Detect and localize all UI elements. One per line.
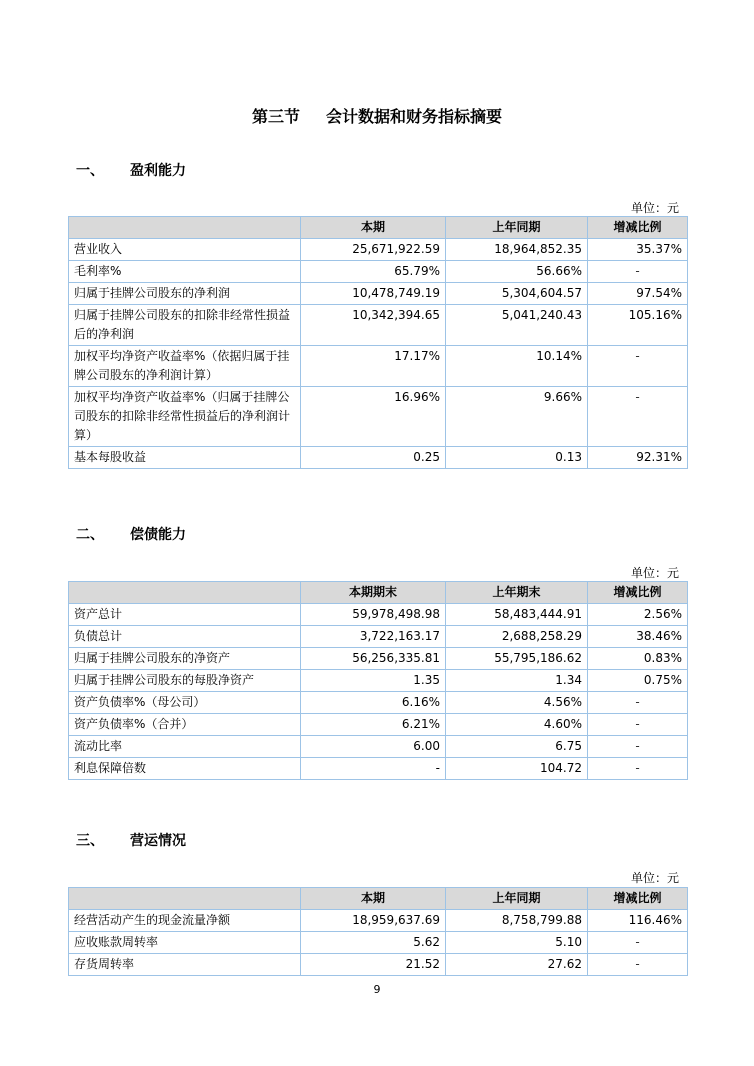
table-row <box>69 261 688 283</box>
header-cell: 本期期末 <box>301 582 446 604</box>
section-heading-operations: 三、 营运情况 <box>76 833 186 849</box>
header-cell: 本期 <box>301 888 446 910</box>
change-ratio: 105.16% <box>588 305 688 346</box>
header-cell <box>69 888 301 910</box>
change-ratio: 92.31% <box>588 447 688 469</box>
current-value: 0.25 <box>301 447 446 469</box>
change-ratio: 0.75% <box>588 670 688 692</box>
change-ratio: - <box>588 758 688 780</box>
change-ratio: - <box>588 736 688 758</box>
current-value: 6.16% <box>301 692 446 714</box>
row-label: 归属于挂牌公司股东的净资产 <box>69 648 301 670</box>
prior-value: 4.56% <box>446 692 588 714</box>
table-row <box>69 758 688 780</box>
header-cell: 上年同期 <box>446 888 588 910</box>
prior-value: 104.72 <box>446 758 588 780</box>
page-title <box>0 104 754 127</box>
current-value: 10,342,394.65 <box>301 305 446 346</box>
row-label: 基本每股收益 <box>69 447 301 469</box>
section-heading-profitability: 一、 盈利能力 <box>76 163 186 179</box>
table-row <box>69 714 688 736</box>
row-label: 经营活动产生的现金流量净额 <box>69 910 301 932</box>
prior-value: 5.10 <box>446 932 588 954</box>
current-value: 1.35 <box>301 670 446 692</box>
current-value: - <box>301 758 446 780</box>
prior-value: 5,041,240.43 <box>446 305 588 346</box>
table-row <box>69 305 688 346</box>
change-ratio: - <box>588 346 688 387</box>
prior-value: 27.62 <box>446 954 588 976</box>
change-ratio: - <box>588 261 688 283</box>
current-value: 5.62 <box>301 932 446 954</box>
header-cell: 上年同期 <box>446 217 588 239</box>
change-ratio: - <box>588 954 688 976</box>
change-ratio: - <box>588 692 688 714</box>
row-label: 归属于挂牌公司股东的扣除非经常性损益后的净利润 <box>69 305 301 346</box>
table-row <box>69 670 688 692</box>
prior-value: 4.60% <box>446 714 588 736</box>
header-cell: 本期 <box>301 217 446 239</box>
current-value: 3,722,163.17 <box>301 626 446 648</box>
row-label: 资产负债率%（母公司） <box>69 692 301 714</box>
table-row <box>69 346 688 387</box>
profitability-table <box>68 216 688 469</box>
table-row <box>69 932 688 954</box>
row-label: 存货周转率 <box>69 954 301 976</box>
prior-value: 9.66% <box>446 387 588 447</box>
header-cell: 增减比例 <box>588 217 688 239</box>
prior-value: 58,483,444.91 <box>446 604 588 626</box>
table-row <box>69 648 688 670</box>
prior-value: 8,758,799.88 <box>446 910 588 932</box>
prior-value: 6.75 <box>446 736 588 758</box>
section-title: 会计数据和财务指标摘要 <box>326 107 503 126</box>
table-row <box>69 692 688 714</box>
prior-value: 5,304,604.57 <box>446 283 588 305</box>
prior-value: 2,688,258.29 <box>446 626 588 648</box>
table-row <box>69 626 688 648</box>
row-label: 资产负债率%（合并） <box>69 714 301 736</box>
page-number: 9 <box>373 983 381 996</box>
table-row <box>69 736 688 758</box>
prior-value: 55,795,186.62 <box>446 648 588 670</box>
header-cell <box>69 217 301 239</box>
table-row <box>69 239 688 261</box>
current-value: 6.21% <box>301 714 446 736</box>
unit-label: 单位：元 <box>630 871 679 885</box>
unit-label: 单位：元 <box>630 201 679 215</box>
change-ratio: 97.54% <box>588 283 688 305</box>
current-value: 17.17% <box>301 346 446 387</box>
row-label: 毛利率% <box>69 261 301 283</box>
table-header-row <box>69 888 688 910</box>
current-value: 10,478,749.19 <box>301 283 446 305</box>
change-ratio: 0.83% <box>588 648 688 670</box>
header-cell <box>69 582 301 604</box>
unit-label: 单位：元 <box>630 566 679 580</box>
current-value: 25,671,922.59 <box>301 239 446 261</box>
row-label: 归属于挂牌公司股东的净利润 <box>69 283 301 305</box>
table-header-row <box>69 217 688 239</box>
table-row <box>69 604 688 626</box>
table-row <box>69 447 688 469</box>
table-row <box>69 283 688 305</box>
row-label: 应收账款周转率 <box>69 932 301 954</box>
change-ratio: - <box>588 932 688 954</box>
row-label: 流动比率 <box>69 736 301 758</box>
section-number: 第三节 <box>251 107 300 126</box>
current-value: 65.79% <box>301 261 446 283</box>
prior-value: 10.14% <box>446 346 588 387</box>
table-row <box>69 910 688 932</box>
header-cell: 增减比例 <box>588 582 688 604</box>
change-ratio: - <box>588 387 688 447</box>
row-label: 加权平均净资产收益率%（归属于挂牌公司股东的扣除非经常性损益后的净利润计算） <box>69 387 301 447</box>
change-ratio: 38.46% <box>588 626 688 648</box>
header-cell: 上年期末 <box>446 582 588 604</box>
current-value: 6.00 <box>301 736 446 758</box>
prior-value: 0.13 <box>446 447 588 469</box>
current-value: 56,256,335.81 <box>301 648 446 670</box>
row-label: 加权平均净资产收益率%（依据归属于挂牌公司股东的净利润计算） <box>69 346 301 387</box>
prior-value: 1.34 <box>446 670 588 692</box>
table-row <box>69 387 688 447</box>
current-value: 21.52 <box>301 954 446 976</box>
row-label: 营业收入 <box>69 239 301 261</box>
change-ratio: 2.56% <box>588 604 688 626</box>
prior-value: 18,964,852.35 <box>446 239 588 261</box>
current-value: 16.96% <box>301 387 446 447</box>
header-cell: 增减比例 <box>588 888 688 910</box>
section-heading-solvency: 二、 偿债能力 <box>76 527 186 543</box>
operations-table <box>68 887 688 976</box>
row-label: 资产总计 <box>69 604 301 626</box>
change-ratio: 116.46% <box>588 910 688 932</box>
current-value: 59,978,498.98 <box>301 604 446 626</box>
solvency-table <box>68 581 688 780</box>
row-label: 利息保障倍数 <box>69 758 301 780</box>
current-value: 18,959,637.69 <box>301 910 446 932</box>
change-ratio: - <box>588 714 688 736</box>
row-label: 归属于挂牌公司股东的每股净资产 <box>69 670 301 692</box>
change-ratio: 35.37% <box>588 239 688 261</box>
row-label: 负债总计 <box>69 626 301 648</box>
table-header-row <box>69 582 688 604</box>
table-row <box>69 954 688 976</box>
prior-value: 56.66% <box>446 261 588 283</box>
